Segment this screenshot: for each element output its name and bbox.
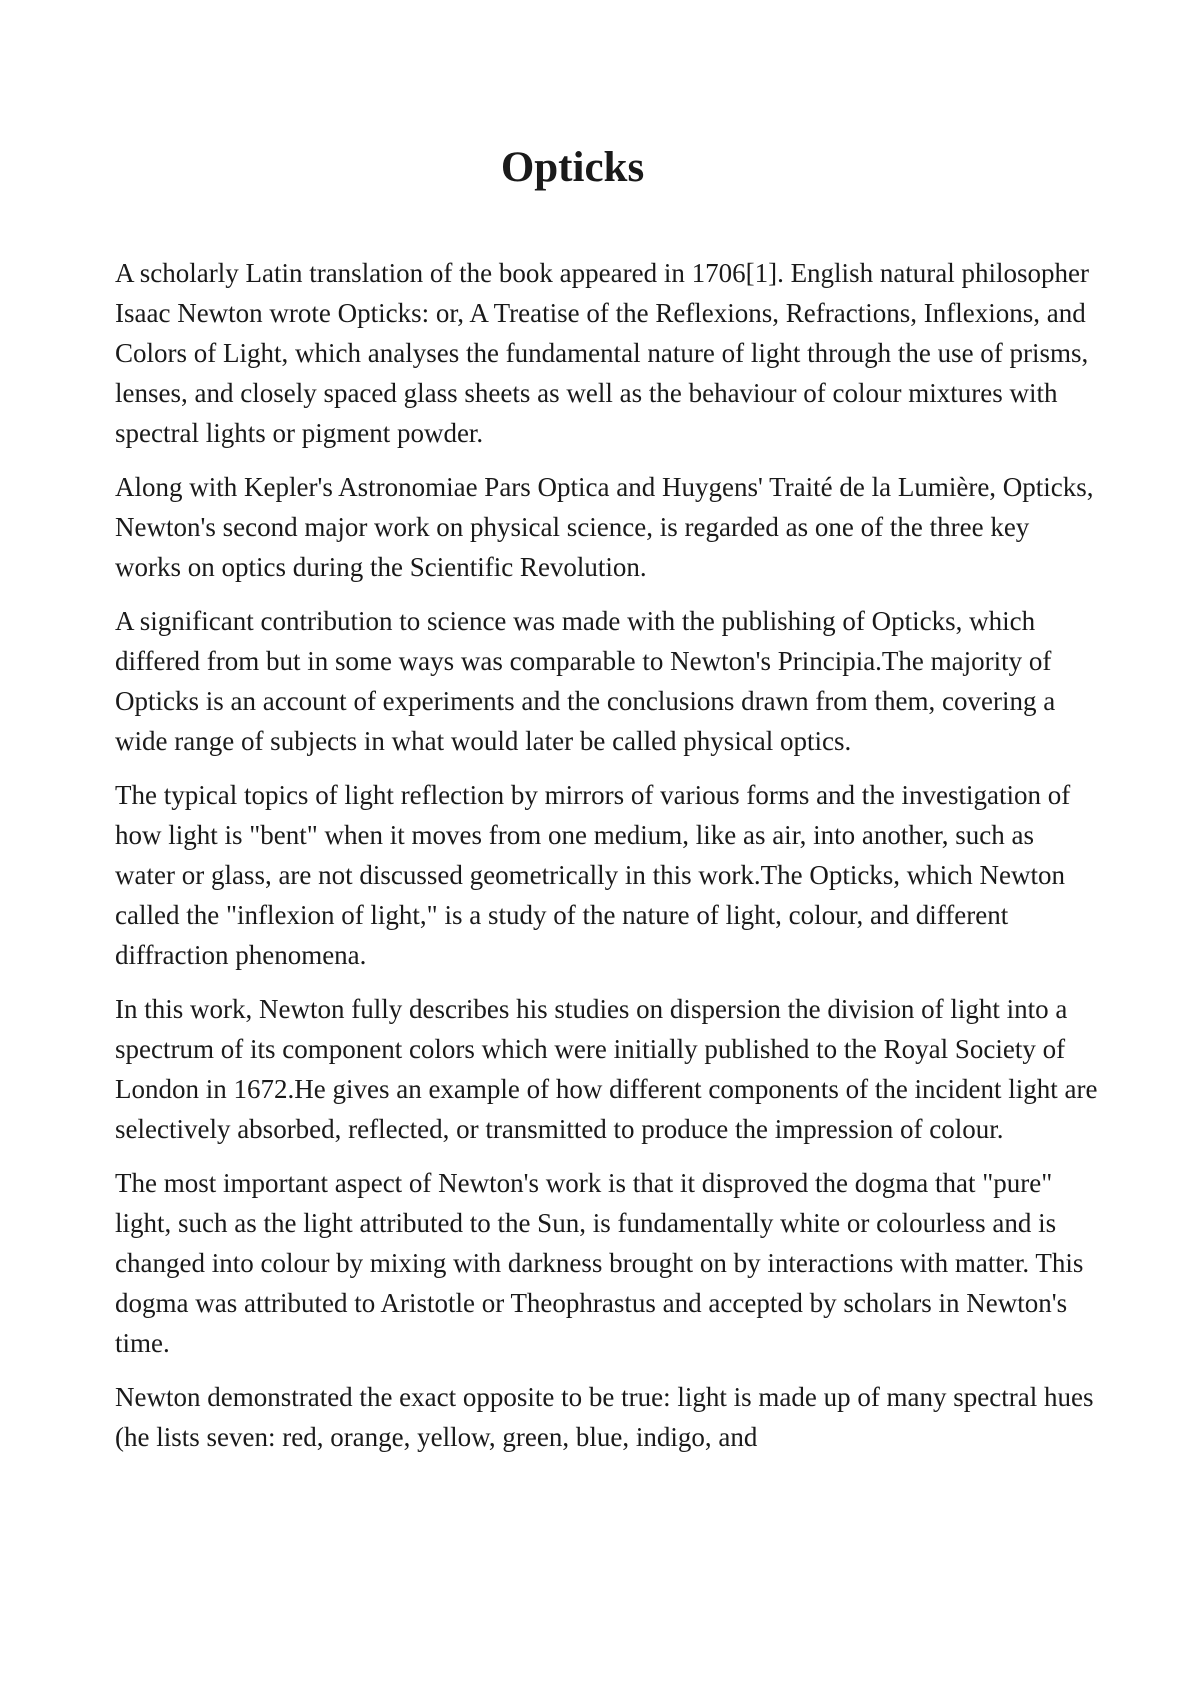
paragraph-4: The typical topics of light reflection by mirrors of various forms and the investigation of how light is "bent" when it moves from one medium, like as air, into another, such as water or glass, are not discussed geometrically in this work.The Opticks, which Newton called the "inflexion of light," is a study of the nature of light, colour, and different diffraction phenomena.	[115, 780, 1071, 970]
paragraph-2: Along with Kepler's Astronomiae Pars Optica and Huygens' Traité de la Lumière, Opticks, Newton's second major work on physical science, is regarded as one of the three key works on optics during the Scientific Revolution.	[115, 472, 1094, 582]
paragraph-5: In this work, Newton fully describes his studies on dispersion the division of light into a spectrum of its component colors which were initially published to the Royal Society of London in 1672.He gives an example of how different components of the incident light are selectively absorbed, reflected, or transmitted to produce the impression of colour.	[115, 994, 1098, 1144]
paragraph-1: A scholarly Latin translation of the book appeared in 1706[1]. English natural philosopher Isaac Newton wrote Opticks: or, A Treatise of the Reflexions, Refractions, Inflexions, and Colors of Light, which analyses the fundamental nature of light through the use of prisms, lenses, and closely spaced glass sheets as well as the behaviour of colour mixtures with spectral lights or pigment powder.	[115, 258, 1090, 448]
document-body	[115, 253, 1100, 1471]
document-title: Opticks	[500, 144, 645, 191]
paragraph-7: Newton demonstrated the exact opposite to be true: light is made up of many spectral hues (he lists seven: red, orange, yellow, green, blue, indigo, and	[115, 1382, 1094, 1452]
paragraph-6: The most important aspect of Newton's work is that it disproved the dogma that "pure" light, such as the light attributed to the Sun, is fundamentally white or colourless and is changed into colour by mixing with darkness brought on by interactions with matter. This dogma was attributed to Aristotle or Theophrastus and accepted by scholars in Newton's time.	[115, 1168, 1084, 1358]
paragraph-3: A significant contribution to science was made with the publishing of Opticks, which differed from but in some ways was comparable to Newton's Principia.The majority of Opticks is an account of experiments and the conclusions drawn from them, covering a wide range of subjects in what would later be called physical optics.	[115, 606, 1056, 756]
